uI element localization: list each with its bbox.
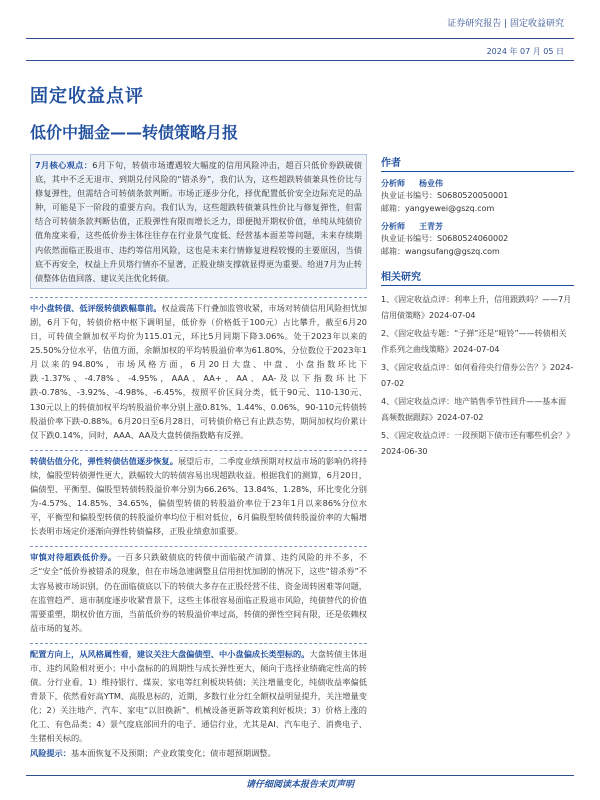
- paragraph-allocation: [30, 647, 367, 746]
- analyst-license: 执业证书编号：S0680520050001: [381, 191, 509, 200]
- analyst-name: 王青芳: [419, 222, 443, 231]
- analyst-block: [381, 178, 574, 215]
- analyst-block: [381, 221, 574, 258]
- analyst-row: [381, 221, 574, 232]
- main-body: [30, 154, 367, 768]
- related-research-item[interactable]: 4、《固定收益点评：地产销售季节性回升——基本面高频数据跟踪》2024-07-02: [381, 397, 567, 422]
- related-research-item[interactable]: 1、《固定收益点评：利率上升，信用跟跌吗？——7月信用债策略》2024-07-04: [381, 295, 572, 320]
- author-heading: 作者: [381, 154, 574, 172]
- analyst-role: 分析师: [381, 179, 405, 188]
- paragraph-lead: 配置方向上，从风格属性看，建议关注大盘偏债型、中小盘偏成长类型标的。: [30, 648, 310, 659]
- paragraph-risk: [30, 746, 367, 760]
- paragraph-market-review: [30, 301, 367, 442]
- related-research-item[interactable]: 3、《固定收益点评：如何看待央行借券公告？》2024-07-02: [381, 363, 574, 388]
- paragraph-text: 权益震荡下行叠加监管收紧，市场对转债信用风险担忧加剧，6月下旬，转债价格中枢下调明显，低价券（价格低于100元）占比攀升，截至6月20日，可转债全额加权平均价为115.01元，环比5月同期下降3.06%。处于2023年以来的25.50%分位水平，估值方面，余额加权的平均转股溢价率为61.80%，分位数位于2023年1月以来的94.80%，市场风格方面，6月20日大盘、中盘、小盘指数环比下跌-1.37%、-4.78%、-4.95%，AAA、AA+、AA、AA-及以下指数环比下跌-0.78%、-3.92%、-4.98%、-6.45%，按照平价区间分类，低于90元、110-130元、130元以上的转债加权平均转股溢价率分别上涨0.81%、1.44%、0.06%，90-110元转债转股溢价率下跌-0.88%。6月20日至6月28日，可转债价格已有止跌态势，期间加权均价累计仅下跌0.14%，同时，AAA、AA及大盘转债指数略有反弹。: [30, 302, 367, 440]
- related-research-item[interactable]: 5、《固定收益点评：一段预期下债市还有哪些机会？》2024-06-30: [381, 431, 571, 456]
- paragraph-text: 基本面恢复不及预期；产业政策变化；债市超预期调整。: [70, 747, 276, 758]
- paragraph-low-price: [30, 550, 367, 635]
- section-block: [30, 297, 367, 442]
- header-divider-2: [26, 60, 574, 61]
- paragraph-core-view: [35, 158, 362, 285]
- report-subtitle: 低价中掘金——转债策略月报: [30, 123, 239, 142]
- footer-divider: [26, 775, 574, 776]
- related-research-item[interactable]: 2、《固定收益专题：“子弹”还是“哑铃”——转债相关作系列之曲线策略》2024-07-04: [381, 329, 567, 354]
- report-date: 2024 年 07 月 05 日: [486, 47, 564, 56]
- paragraph-text: 展望后市，二季度业绩预期对权益市场的影响仍将持续，偏股型转债弹性更大，跌幅较大的转债容易出现超跌收益。根据我们的测算，6月20日，偏债型、平衡型、偏股型转债转股溢价率分别为66.26%、13.84%、1.28%，环比变化分别为-4.57%、14.85%、34.65%，偏债型转债的转股溢价率位于23年1月以来86%分位水平，平衡型和偏股型转债的转股溢价率均位于相对低位，6月偏股型转债转股溢价率的大幅增长表明市场定价逐渐向弹性转债偏移，正股业绩愈加重要。: [30, 455, 367, 537]
- paragraph-lead: 审慎对待超跌低价券。: [30, 552, 117, 563]
- paragraph-lead: 中小盘转债、低评级转债跌幅靠前。: [30, 302, 162, 313]
- page-title: 固定收益点评: [30, 86, 144, 107]
- paragraph-lead: 风险提示：: [30, 747, 71, 758]
- section-block: [30, 546, 367, 635]
- core-view-box: [30, 154, 367, 289]
- sidebar: [381, 154, 574, 462]
- paragraph-text: 大盘转债主体退市、违约风险相对更小；中小盘标的的周期性与成长弹性更大，倾向于选择业绩确定性高的转债。分行业看，1）维持银行、煤炭、家电等红利板块转债；关注增量变化，纯债收益率偏低背景下，依然看好高YTM、高股息标的，近期，多数行业分红全额权益明显提升，关注增量变化；2）关注地产、汽车、家电“以旧换新”、机械设备更新等政策利好板块；3）价格上涨的化工、有色品类；4）景气度底部回升的电子、通信行业，尤其是AI、汽车电子、消费电子、生猪相关标的。: [30, 648, 367, 744]
- paragraph-text: 6月下旬，转债市场遭遇较大幅度的信用风险冲击，超百只低价券跌破债底，其中不乏无退市、到期兑付风险的“错杀券”，我们认为，这些超跌转债兼具性价比与修复弹性，但需结合可转债条款判断。市场正逐步分化，择优配置低价安全边际充足的品种，可能是下一阶段的重要方向。我们认为，这些超跌转债兼具性价比与修复弹性，但需结合可转债条款判断估值，正股弹性有限而增长乏力，即便抛开期权价值，单纯从纯债价值角度来看，这些低价券主体往往存在行业景气度低、经营基本面差等问题，未来存续期内依然面临正股退市、违约等信用风险，这也是未来行情修复进程较慢的主要原因，当债底不再安全，权益上升贝塔行情亦不显著，正股业绩支撑就显得更为重要。给进7月为止转债整体估值回落、建议关注优化转债。: [35, 160, 362, 283]
- analyst-email[interactable]: 邮箱：yangyewei@gszq.com: [381, 204, 495, 213]
- report-type: 证券研究报告 | 固定收益研究: [447, 19, 564, 29]
- related-research-heading: 相关研究: [381, 268, 574, 286]
- paragraph-text: 一百多只跌破债底的转债中面临破产清算、违约风险的并不多，不乏“安全”低价券被错杀的现象，但在市场急速调整且信用担忧加剧的情况下，这些“错杀券”不太容易被市场识别，仍在面临债底以下的转债大多存在正股经营不佳、资金周转困难等问题，在监管趋严、退市制度逐步收紧背景下，这些主体很容易面临正股退市风险，纯债替代的价值需要重塑，期权价值方面，当前低价券的转股溢价率过高，转债的弹性空间有限，还是依赖权益市场的复苏。: [30, 552, 367, 633]
- paragraph-lead: 转债估值分化，弹性转债估值逐步恢复。: [30, 455, 178, 466]
- paragraph-lead: 7月核心观点：: [35, 160, 93, 170]
- footer-disclaimer: 请仔细阅读本报告末页声明: [245, 780, 354, 790]
- section-block: [30, 643, 367, 760]
- section-block: [30, 450, 367, 539]
- analyst-row: [381, 178, 574, 189]
- paragraph-valuation: [30, 454, 367, 539]
- analyst-name: 杨业伟: [419, 179, 443, 188]
- header-divider: [26, 38, 574, 39]
- analyst-email[interactable]: 邮箱：wangsufang@gszq.com: [381, 247, 500, 256]
- analyst-role: 分析师: [381, 222, 405, 231]
- analyst-license: 执业证书编号：S0680524060002: [381, 234, 509, 243]
